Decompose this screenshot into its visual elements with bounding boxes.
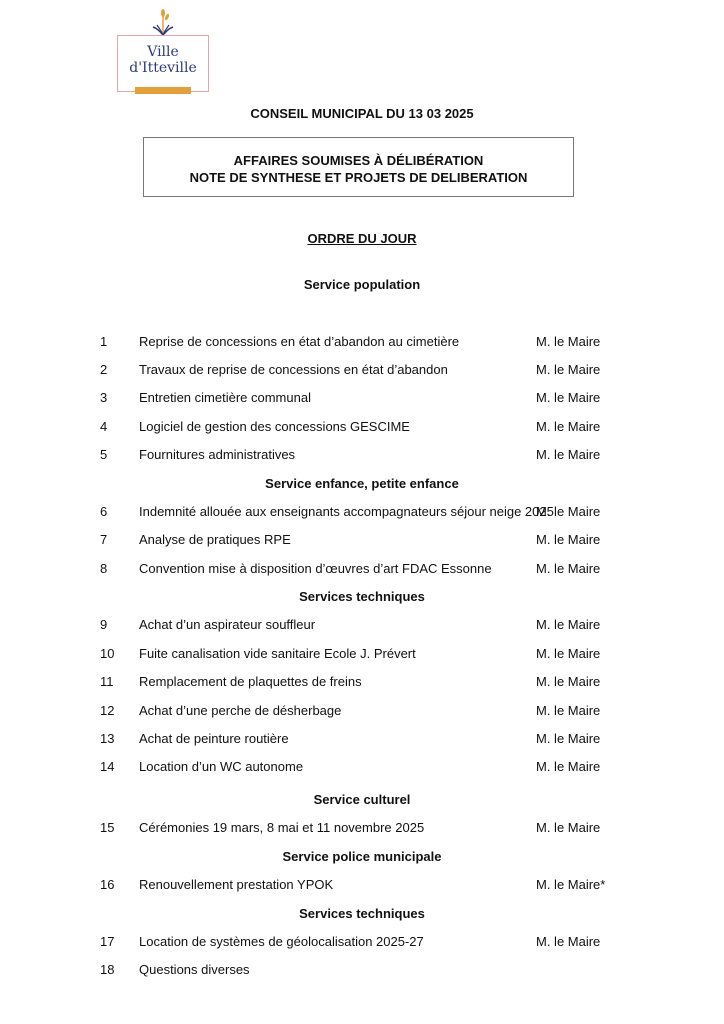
agenda-item	[0, 504, 724, 522]
item-presenter: M. le Maire	[536, 646, 601, 661]
agenda-item	[0, 447, 724, 465]
section-heading: Service enfance, petite enfance	[265, 476, 459, 491]
item-label: Fournitures administratives	[139, 447, 296, 462]
subject-box	[143, 137, 574, 197]
logo-line-1: Ville	[147, 44, 179, 60]
item-label: Convention mise à disposition d’œuvres d’art FDAC Essonne	[139, 561, 492, 576]
item-presenter: M. le Maire	[536, 820, 601, 835]
item-number: 13	[100, 731, 115, 746]
item-presenter: M. le Maire	[536, 504, 601, 519]
item-label: Location de systèmes de géolocalisation 2025-27	[139, 934, 424, 949]
item-label: Questions diverses	[139, 962, 250, 977]
item-number: 12	[100, 703, 115, 718]
item-number: 11	[100, 674, 114, 689]
agenda-heading: ORDRE DU JOUR	[307, 231, 417, 246]
agenda-item	[0, 390, 724, 408]
item-number: 3	[100, 390, 108, 405]
item-label: Reprise de concessions en état d’abandon au cimetière	[139, 334, 460, 349]
item-label: Cérémonies 19 mars, 8 mai et 11 novembre 2025	[139, 820, 425, 835]
agenda-item	[0, 532, 724, 550]
agenda-item	[0, 674, 724, 692]
agenda-item	[0, 617, 724, 635]
agenda-item	[0, 362, 724, 380]
item-label: Fuite canalisation vide sanitaire Ecole J. Prévert	[139, 646, 416, 661]
item-number: 16	[100, 877, 115, 892]
item-label: Location d’un WC autonome	[139, 759, 304, 774]
item-presenter: M. le Maire	[536, 703, 601, 718]
item-presenter: M. le Maire	[536, 334, 601, 349]
agenda-item	[0, 561, 724, 579]
item-presenter: M. le Maire	[536, 561, 601, 576]
item-presenter: M. le Maire	[536, 390, 601, 405]
subject-line-2: NOTE DE SYNTHESE ET PROJETS DE DELIBERATION	[189, 170, 528, 185]
city-logo	[117, 8, 210, 96]
item-label: Renouvellement prestation YPOK	[139, 877, 334, 892]
item-number: 7	[100, 532, 108, 547]
item-presenter: M. le Maire	[536, 731, 601, 746]
item-label: Achat d’une perche de désherbage	[139, 703, 342, 718]
item-presenter: M. le Maire*	[536, 877, 606, 892]
section-heading: Services techniques	[299, 589, 425, 604]
item-label: Indemnité allouée aux enseignants accompagnateurs séjour neige 2025	[139, 504, 554, 519]
logo-line-2: d'Itteville	[129, 60, 197, 76]
agenda-item	[0, 731, 724, 749]
item-label: Achat de peinture routière	[139, 731, 289, 746]
section-heading: Service police municipale	[282, 849, 442, 864]
item-presenter: M. le Maire	[536, 934, 601, 949]
item-label: Travaux de reprise de concessions en état d’abandon	[139, 362, 448, 377]
item-presenter: M. le Maire	[536, 617, 601, 632]
item-number: 15	[100, 820, 115, 835]
item-number: 10	[100, 646, 115, 661]
item-presenter: M. le Maire	[536, 362, 601, 377]
item-label: Analyse de pratiques RPE	[139, 532, 291, 547]
document-title: CONSEIL MUNICIPAL DU 13 03 2025	[250, 106, 474, 121]
item-presenter: M. le Maire	[536, 447, 601, 462]
item-number: 5	[100, 447, 108, 462]
item-number: 2	[100, 362, 108, 377]
item-number: 17	[100, 934, 115, 949]
item-presenter: M. le Maire	[536, 674, 601, 689]
agenda-item	[0, 334, 724, 352]
item-number: 18	[100, 962, 115, 977]
item-number: 14	[100, 759, 115, 774]
agenda-item	[0, 646, 724, 664]
item-label: Entretien cimetière communal	[139, 390, 311, 405]
section-heading: Service culturel	[313, 792, 411, 807]
item-number: 6	[100, 504, 108, 519]
agenda-item	[0, 759, 724, 777]
item-label: Logiciel de gestion des concessions GESCIME	[139, 419, 410, 434]
item-presenter: M. le Maire	[536, 759, 601, 774]
agenda-item	[0, 877, 724, 895]
subject-line-1: AFFAIRES SOUMISES À DÉLIBÉRATION	[233, 153, 484, 168]
wheat-sprig-icon	[151, 8, 175, 36]
item-number: 4	[100, 419, 108, 434]
item-label: Achat d’un aspirateur souffleur	[139, 617, 316, 632]
agenda-item	[0, 820, 724, 838]
agenda-item	[0, 703, 724, 721]
item-number: 8	[100, 561, 108, 576]
agenda-item	[0, 419, 724, 437]
item-number: 9	[100, 617, 108, 632]
item-label: Remplacement de plaquettes de freins	[139, 674, 362, 689]
item-presenter: M. le Maire	[536, 532, 601, 547]
item-number: 1	[100, 334, 108, 349]
item-presenter: M. le Maire	[536, 419, 601, 434]
section-heading: Services techniques	[299, 906, 425, 921]
agenda-item	[0, 962, 724, 980]
section-heading: Service population	[303, 277, 421, 292]
agenda-item	[0, 934, 724, 952]
logo-banner	[135, 87, 191, 94]
